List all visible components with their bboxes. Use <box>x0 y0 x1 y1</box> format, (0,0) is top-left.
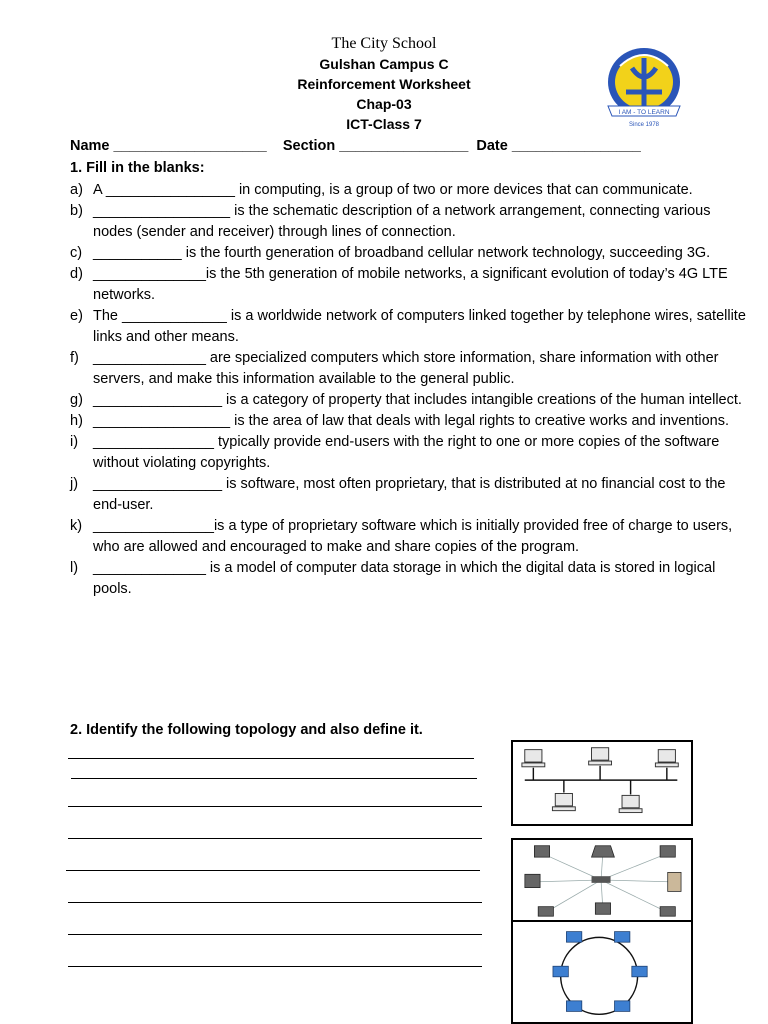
ring-topology-diagram <box>511 920 693 1024</box>
answer-line[interactable] <box>68 806 482 807</box>
answer-line[interactable] <box>68 838 482 839</box>
answer-line[interactable] <box>68 902 482 903</box>
section2-title: 2. Identify the following topology and also define it. <box>70 722 423 738</box>
question-item: f) ______________ are specialized computers which store information, share information with other servers, and make this information available to the general public. <box>70 350 723 387</box>
question-item: h) _________________ is the area of law that deals with legal rights to creative works and inventions. <box>70 413 729 429</box>
section1-title: 1. Fill in the blanks: <box>70 160 205 176</box>
class-label: ICT-Class 7 <box>346 116 422 132</box>
question-item: j) ________________ is software, most often proprietary, that is distributed at no financial cost to the end-user. <box>70 476 730 513</box>
question-item: g) ________________ is a category of property that includes intangible creations of the human intellect. <box>70 392 742 408</box>
answer-line[interactable] <box>71 778 477 779</box>
school-logo <box>604 46 684 130</box>
star-topology-diagram <box>511 838 693 922</box>
question-item: k) _______________is a type of proprietary software which is initially provided free of charge to users, who are allowed and encouraged to make and share copies of the program. <box>70 518 737 555</box>
question-item: l) ______________ is a model of computer data storage in which the digital data is stored in logical pools. <box>70 560 720 597</box>
question-item: d) ______________is the 5th generation of mobile networks, a significant evolution of today’s 4G LTE networks. <box>70 266 732 303</box>
question-item: a) A ________________ in computing, is a group of two or more devices that can communicate. <box>70 182 693 198</box>
campus-name: Gulshan Campus C <box>319 56 449 72</box>
logo-since: Since 1978 <box>628 122 660 128</box>
answer-line[interactable] <box>68 966 482 967</box>
fill-in-blanks-list <box>70 180 750 600</box>
question-item: c) ___________ is the fourth generation of broadband cellular network technology, succeeding 3G. <box>70 245 711 261</box>
name-field[interactable]: Name ___________________ <box>70 138 267 154</box>
date-field[interactable]: Date ________________ <box>476 138 641 154</box>
student-info-row <box>70 138 750 154</box>
question-item: i) _______________ typically provide end-users with the right to one or more copies of the software without violating copyrights. <box>70 434 724 471</box>
answer-line[interactable] <box>68 758 474 759</box>
worksheet-title: Reinforcement Worksheet <box>297 76 471 92</box>
question-item: b) _________________ is the schematic description of a network arrangement, connecting various nodes (sender and receiver) through lines of connection. <box>70 203 715 240</box>
chapter-label: Chap-03 <box>356 96 412 112</box>
answer-line[interactable] <box>66 870 480 871</box>
section-field[interactable]: Section ________________ <box>282 138 469 154</box>
school-name: The City School <box>331 35 437 52</box>
answer-line[interactable] <box>68 934 482 935</box>
question-item: e) The _____________ is a worldwide network of computers linked together by telephone wires, satellite links and other means. <box>70 308 750 345</box>
logo-motto: I AM - TO LEARN <box>618 109 670 116</box>
bus-topology-diagram <box>511 740 693 826</box>
